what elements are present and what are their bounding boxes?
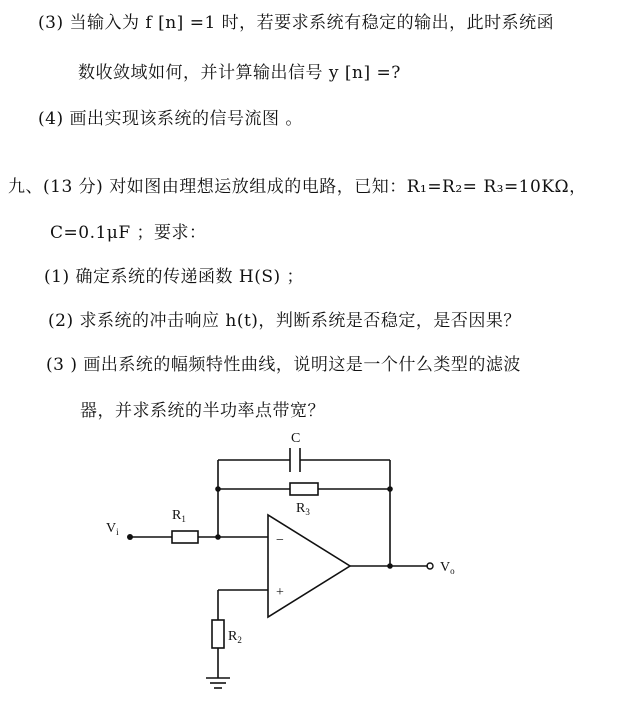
line-req3: (3 ) 画出系统的幅频特性曲线，说明这是一个什么类型的滤波 [46, 355, 521, 375]
line-req1: (1) 确定系统的传递函数 H(S) ； [44, 267, 305, 287]
junction-output [387, 563, 393, 569]
op-amp [268, 515, 350, 617]
junction-r3-left [215, 486, 221, 492]
line-given-c: C=0.1μF ；要求： [50, 223, 207, 243]
label-minus: − [276, 533, 284, 548]
resistor-r1 [172, 531, 198, 543]
label-plus: + [276, 585, 284, 600]
line-req2: (2) 求系统的冲击响应 h(t)，判断系统是否稳定，是否因果？ [48, 311, 521, 331]
label-r2: $R_2$ [228, 629, 242, 645]
line-part3-cont: 数收敛域如何，并计算输出信号 y [n] =? [78, 63, 401, 83]
resistor-r2 [212, 620, 224, 648]
label-c: C [291, 431, 301, 446]
resistor-r3 [290, 483, 318, 495]
line-part3: (3) 当输入为 f [n] =1 时，若要求系统有稳定的输出，此时系统函 [38, 13, 555, 33]
line-req3-cont: 器，并求系统的半功率点带宽？ [80, 401, 325, 421]
junction-r3-right [387, 486, 393, 492]
line-part4: (4) 画出实现该系统的信号流图 。 [38, 109, 303, 129]
label-vout: $V_o$ [440, 560, 455, 576]
line-question9: 九、(13 分) 对如图由理想运放组成的电路，已知：R₁=R₂= R₃=10KΩ， [8, 177, 587, 197]
label-vin: $V_i$ [106, 521, 119, 537]
label-r1: $R_1$ [172, 508, 186, 524]
circuit-diagram [0, 420, 630, 705]
label-r3: $R_3$ [296, 501, 310, 517]
junction-minus [215, 534, 221, 540]
